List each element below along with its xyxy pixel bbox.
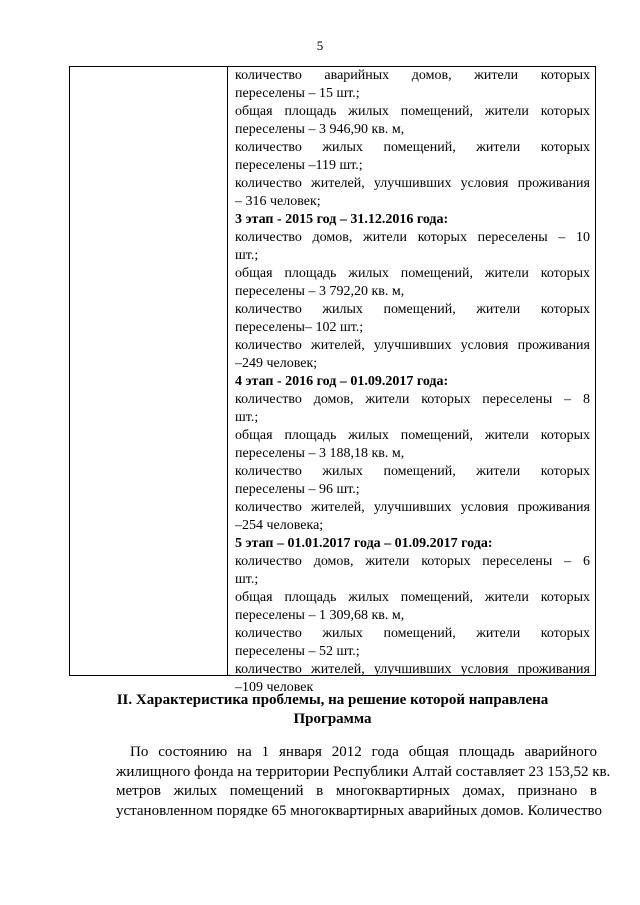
table-line: количество жилых помещений, жители которых: [235, 464, 590, 479]
table-line: шт.;: [235, 410, 259, 425]
table-line: количество аварийных домов, жители которых: [235, 68, 590, 83]
table-right-cell: [235, 67, 590, 697]
section-title: [69, 691, 596, 729]
table-line: переселены – 15 шт.;: [235, 86, 360, 101]
table-line: количество жителей, улучшивших условия проживания: [235, 338, 590, 353]
body-paragraph: [116, 743, 611, 821]
table-line: переселены –119 шт.;: [235, 158, 363, 173]
table-line: общая площадь жилых помещений, жители которых: [235, 266, 590, 281]
table-line: количество жителей, улучшивших условия проживания: [235, 500, 590, 515]
table-line: –109 человек: [235, 680, 314, 695]
table-line: шт.;: [235, 248, 259, 263]
table-line: общая площадь жилых помещений, жители которых: [235, 428, 590, 443]
table-line: переселены – 3 188,18 кв. м,: [235, 446, 405, 461]
stage-heading: 4 этап - 2016 год – 01.09.2017 года:: [235, 374, 449, 389]
table-line: шт.;: [235, 572, 259, 587]
table-line: –254 человека;: [235, 518, 324, 533]
table-line: общая площадь жилых помещений, жители которых: [235, 590, 590, 605]
table-line: количество домов, жители которых переселены – 6: [235, 554, 590, 569]
table-line: количество жителей, улучшивших условия проживания: [235, 176, 590, 191]
table-line: количество жилых помещений, жители которых: [235, 626, 590, 641]
table-left-cell: [70, 67, 228, 675]
program-table: [69, 66, 596, 695]
table-line: переселены– 102 шт.;: [235, 320, 364, 335]
section-title-line: Программа: [293, 711, 372, 727]
paragraph-line: установленном порядке 65 многоквартирных аварийных домов. Количество: [116, 802, 602, 819]
table-line: переселены – 96 шт.;: [235, 482, 360, 497]
table-line: общая площадь жилых помещений, жители которых: [235, 104, 590, 119]
stage-heading: 5 этап – 01.01.2017 года – 01.09.2017 года:: [235, 536, 493, 551]
table-line: переселены – 52 шт.;: [235, 644, 360, 659]
table-line: –249 человек;: [235, 356, 318, 371]
paragraph-line: метров жилых помещений в многоквартирных домах, признано в: [116, 783, 597, 799]
table-line: переселены – 1 309,68 кв. м,: [235, 608, 405, 623]
page-number: 5: [316, 38, 324, 53]
table-line: – 316 человек;: [235, 194, 321, 209]
paragraph-line: жилищного фонда на территории Республики Алтай составляет 23 153,52 кв.: [116, 763, 611, 780]
paragraph-line: По состоянию на 1 января 2012 года общая площадь аварийного: [130, 744, 597, 760]
stage-heading: 3 этап - 2015 год – 31.12.2016 года:: [235, 212, 449, 227]
table-line: количество домов, жители которых переселены – 10: [235, 230, 590, 245]
table-line: переселены – 3 792,20 кв. м,: [235, 284, 405, 299]
table-line: переселены – 3 946,90 кв. м,: [235, 122, 405, 137]
table-line: количество жилых помещений, жители которых: [235, 140, 590, 155]
table-line: количество домов, жители которых переселены – 8: [235, 392, 590, 407]
table-line: количество жилых помещений, жители которых: [235, 302, 590, 317]
table-line: количество жителей, улучшивших условия проживания: [235, 662, 590, 677]
section-title-line: II. Характеристика проблемы, на решение которой направлена: [116, 692, 549, 708]
